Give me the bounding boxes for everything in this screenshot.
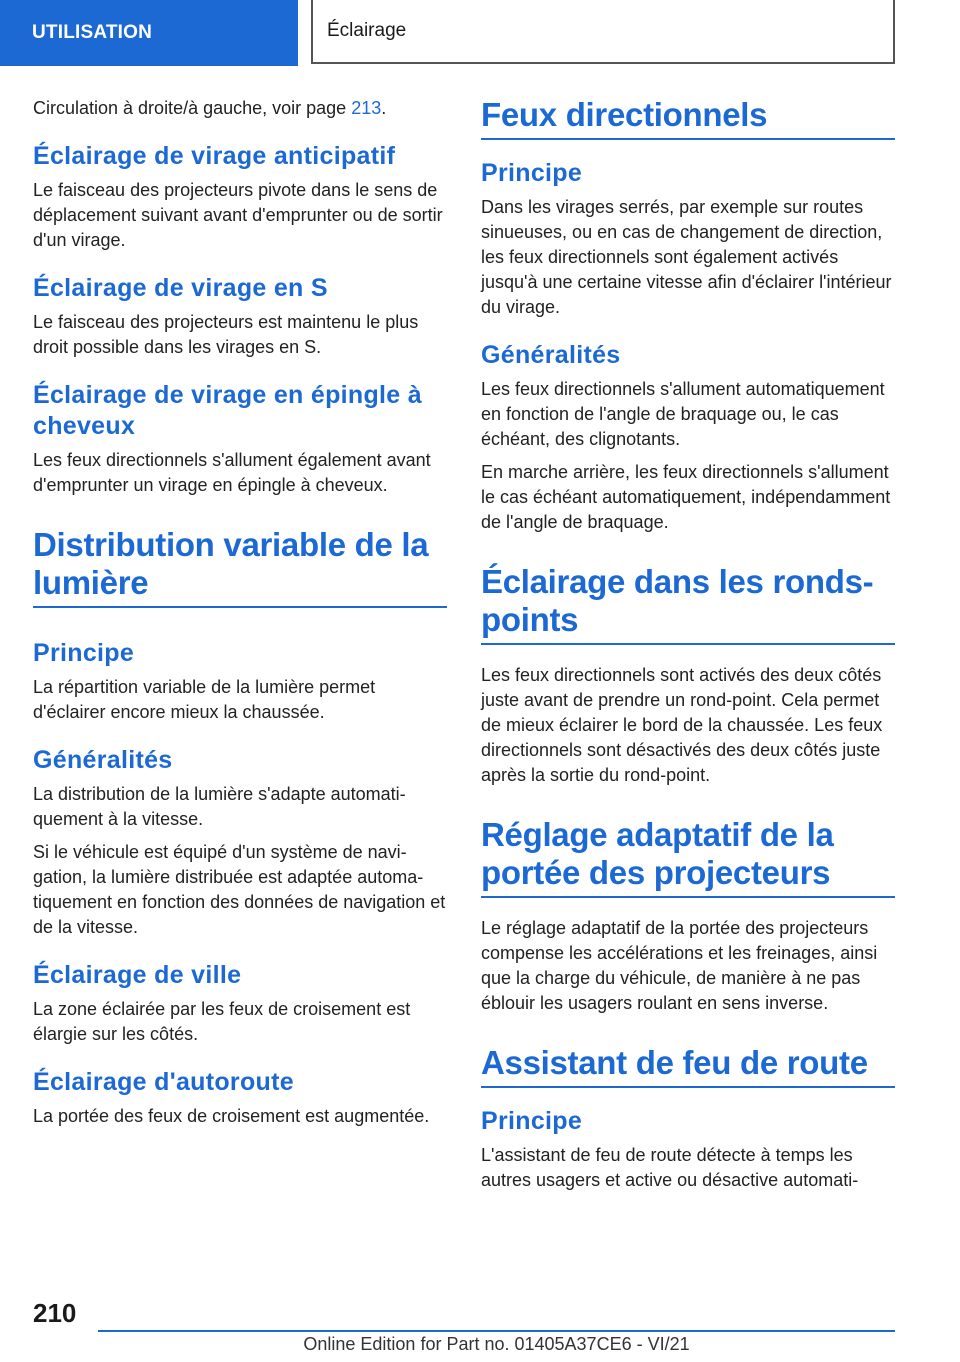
text-ronds-points: Les feux directionnels sont activés des deux côtés juste avant de prendre un rond-point. Cela permet de mieux éclairer le bord de la chaussée. Les feux directionnels sont désactivés des deux côtés juste après la sortie du rond-point. xyxy=(481,665,883,785)
intro-end: . xyxy=(381,98,387,118)
text-ville: La zone éclairée par les feux de croisement est élargie sur les côtés. xyxy=(33,999,411,1044)
heading-generalites: Généralités xyxy=(33,746,173,774)
heading-assistant-feu: Assistant de feu de route xyxy=(481,1044,895,1088)
page-footer xyxy=(0,1290,960,1362)
text-generalites-1: La distribution de la lumière s'adapte automatiquement à la vitesse. xyxy=(33,784,406,829)
text-virage-s: Le faisceau des projecteurs est maintenu le plus droit possible dans les virages en S. xyxy=(33,312,419,357)
text-principe: La répartition variable de la lumière permet d'éclairer encore mieux la chaussée. xyxy=(33,677,376,722)
chapter-title: Éclairage xyxy=(311,0,895,64)
heading-ronds-points: Éclairage dans les ronds-points xyxy=(481,563,895,645)
text-generalites-right-1: Les feux directionnels s'allument automatiquement en fonction de l'angle de braquage ou, le cas échéant, des clignotants. xyxy=(481,379,885,449)
page-link[interactable]: 213 xyxy=(351,98,382,118)
heading-reglage-portee: Réglage adaptatif de la portée des projecteurs xyxy=(481,816,895,898)
text-generalites-2: Si le véhicule est équipé d'un système de navigation, la lumière distribuée est adaptée automatiquement en fonction des données de navigation et de la vitesse. xyxy=(33,842,446,937)
page-header xyxy=(0,0,960,66)
heading-anticipatif: Éclairage de virage anticipatif xyxy=(33,142,396,170)
text-reglage-portee: Le réglage adaptatif de la portée des projecteurs compense les accélérations et les freinages, ainsi que la charge du véhicule, de manière à ne pas éblouir les usagers roulant en sens inverse. xyxy=(481,918,878,1013)
heading-generalites-right: Généralités xyxy=(481,341,621,369)
heading-ville: Éclairage de ville xyxy=(33,961,242,989)
intro-text: Circulation à droite/à gauche, voir page xyxy=(33,98,352,118)
heading-feux-directionnels: Feux directionnels xyxy=(481,96,895,140)
heading-autoroute: Éclairage d'autoroute xyxy=(33,1068,294,1096)
heading-principe-assistant: Principe xyxy=(481,1107,583,1135)
heading-principe-right: Principe xyxy=(481,159,583,187)
intro-paragraph xyxy=(33,96,447,121)
heading-principe: Principe xyxy=(33,639,135,667)
heading-virage-s: Éclairage de virage en S xyxy=(33,274,328,302)
right-column xyxy=(481,96,895,1201)
text-autoroute: La portée des feux de croisement est augmentée. xyxy=(33,1106,430,1126)
section-tab: UTILISATION xyxy=(0,0,298,66)
page-number: 210 xyxy=(33,1298,77,1328)
text-anticipatif: Le faisceau des projecteurs pivote dans le sens de déplacement suivant avant d'emprunter ou de sortir d'un virage. xyxy=(33,180,443,250)
text-generalites-right-2: En marche arrière, les feux directionnels s'allument le cas échéant automatiquement, indépendamment de l'angle de braquage. xyxy=(481,462,891,532)
heading-distribution: Distribution variable de la lumière xyxy=(33,526,447,608)
text-epingle: Les feux directionnels s'allument également avant d'emprunter un virage en épingle à cheveux. xyxy=(33,450,431,495)
edition-note: Online Edition for Part no. 01405A37CE6 - VI/21 xyxy=(303,1334,690,1354)
left-column xyxy=(33,96,447,1137)
footer-divider xyxy=(98,1330,895,1332)
text-principe-right: Dans les virages serrés, par exemple sur routes sinueuses, ou en cas de changement de direction, les feux directionnels sont également activés jusqu'à une certaine vitesse afin d'éclairer l'intérieur du virage. xyxy=(481,197,892,317)
text-principe-assistant: L'assistant de feu de route détecte à temps les autres usagers et active ou désactive automati- xyxy=(481,1145,859,1190)
heading-epingle: Éclairage de virage en épingle à cheveux xyxy=(33,381,422,440)
